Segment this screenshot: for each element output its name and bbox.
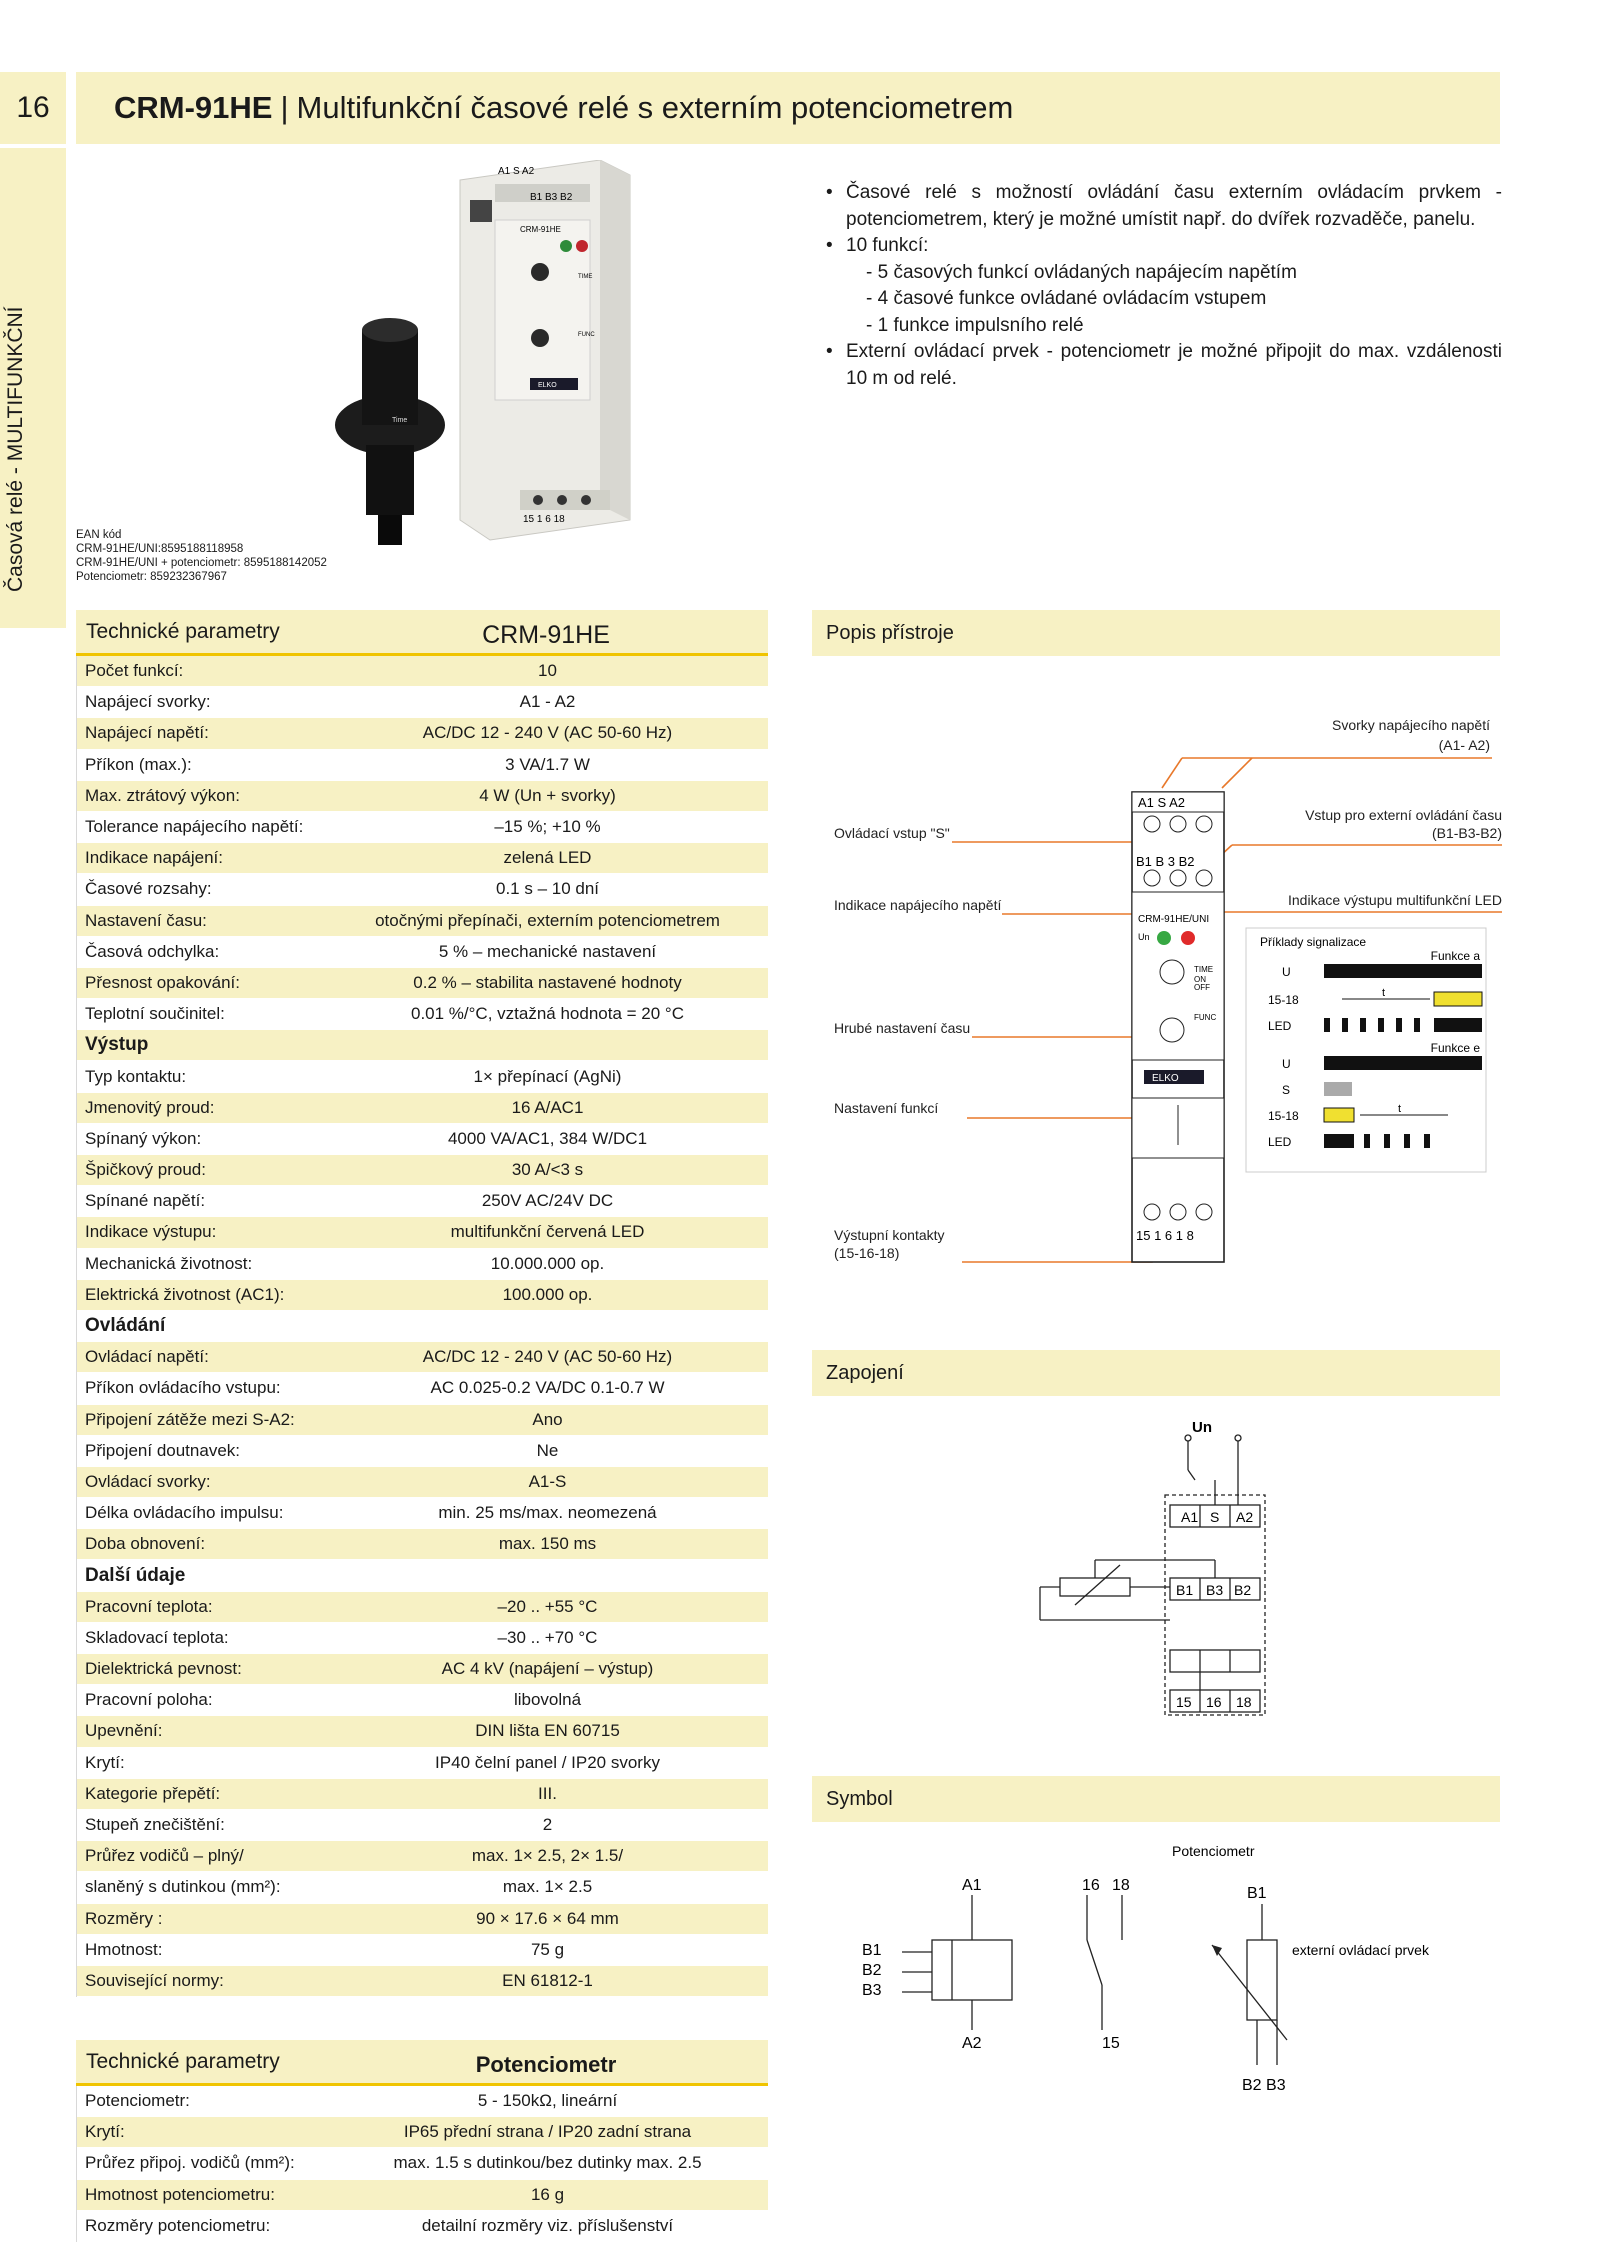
table-row [77, 1623, 768, 1654]
row-value: 250V AC/24V DC [481, 1191, 614, 1211]
row-value: max. 150 ms [498, 1534, 597, 1554]
ean-line: CRM-91HE/UNI:8595188118958 [76, 543, 244, 555]
row-value: zelená LED [503, 848, 592, 868]
row-label: Rozměry : [85, 1908, 163, 1928]
signal-s-label: S [1282, 1083, 1291, 1097]
row-label: Ovládání [85, 1315, 166, 1337]
row-label: Krytí: [85, 1752, 125, 1772]
row-label: Hmotnost: [85, 1939, 163, 1959]
wiring-terminal-b1: B1 [1176, 1582, 1194, 1598]
row-value: 75 g [530, 1939, 565, 1959]
pot-table-body [76, 2086, 768, 2242]
symbol-16: 16 [1082, 1877, 1100, 1894]
row-value: 16 A/AC1 [511, 1097, 584, 1117]
row-value: AC 4 kV (napájení – výstup) [441, 1659, 654, 1679]
row-value: multifunkční červená LED [450, 1222, 645, 1242]
table-row [77, 1155, 768, 1186]
signal-u-label: U [1282, 965, 1291, 979]
side-category-label: Časová relé - MULTIFUNKČNÍ [4, 306, 27, 592]
table-row [77, 656, 768, 687]
row-label: Časové rozsahy: [85, 879, 212, 899]
product-brand: ELKO [538, 382, 557, 389]
wiring-terminal-b3: B3 [1206, 1582, 1224, 1598]
table-row [77, 999, 768, 1030]
table-section-heading [77, 1560, 768, 1591]
wiring-terminal-15: 15 [1176, 1694, 1192, 1710]
signal-1518-label-2: 15-18 [1268, 1109, 1299, 1123]
row-value: –30 .. +70 °C [497, 1627, 598, 1647]
row-label: Ovládací napětí: [85, 1347, 209, 1367]
tech-table-body [76, 656, 768, 1997]
ean-line: CRM-91HE/UNI + potenciometr: 8595188142052 [76, 557, 327, 569]
device-time-label: TIME [1194, 965, 1214, 974]
row-label: Průřez připoj. vodičů (mm²): [85, 2153, 295, 2173]
table-row [77, 1935, 768, 1966]
row-label: slaněný s dutinkou (mm²): [85, 1877, 281, 1897]
row-value: –15 %; +10 % [494, 817, 601, 837]
signal-u-label-2: U [1282, 1057, 1291, 1071]
row-value: EN 61812-1 [502, 1970, 593, 1990]
product-terminals-bottom: 15 1 6 18 [523, 514, 565, 525]
table-row [77, 1342, 768, 1373]
signal-led-label: LED [1268, 1019, 1292, 1033]
row-label: Max. ztrátový výkon: [85, 785, 240, 805]
title-separator: | [280, 90, 289, 125]
table-row [77, 1685, 768, 1716]
wiring-terminal-a1: A1 [1181, 1509, 1199, 1525]
device-on-label: ON [1194, 975, 1206, 984]
symbol-ext-label: externí ovládací prvek [1292, 1942, 1429, 1958]
table-row [77, 1592, 768, 1623]
symbol-15: 15 [1102, 2035, 1120, 2052]
row-value: –20 .. +55 °C [497, 1596, 598, 1616]
row-value: 90 × 17.6 × 64 mm [476, 1908, 619, 1928]
row-label: Příkon (max.): [85, 754, 192, 774]
annotation-power-indication: Indikace napájecího napětí [834, 897, 1002, 913]
device-terminals-output: 15 1 6 1 8 [1136, 1228, 1194, 1243]
row-value: AC/DC 12 - 240 V (AC 50-60 Hz) [422, 1347, 673, 1367]
table-section-heading [77, 1311, 768, 1342]
tech-table-header [76, 610, 768, 656]
knob-label: Time [392, 417, 408, 424]
table-row [77, 687, 768, 718]
row-value: 4 W (Un + svorky) [479, 785, 616, 805]
page-title [76, 72, 1500, 144]
table-row [77, 1436, 768, 1467]
table-row [77, 1280, 768, 1311]
row-label: Pracovní teplota: [85, 1596, 213, 1616]
row-value: 0.1 s – 10 dní [495, 879, 600, 899]
row-value: 5 % – mechanické nastavení [438, 941, 657, 961]
row-value: DIN lišta EN 60715 [475, 1721, 620, 1741]
row-label: Ovládací svorky: [85, 1471, 211, 1491]
symbol-b1: B1 [862, 1942, 882, 1959]
feature-bullet: • 10 funkcí: [824, 233, 1502, 260]
row-label: Připojení doutnavek: [85, 1440, 240, 1460]
table-row [77, 1467, 768, 1498]
product-terminals-top2: B1 B3 B2 [530, 192, 573, 203]
row-value: A1 - A2 [519, 692, 576, 712]
wiring-diagram [1020, 1410, 1280, 1760]
table-row [77, 874, 768, 905]
signal-time-label-2: t [1398, 1103, 1402, 1115]
row-value: 10.000.000 op. [490, 1253, 605, 1273]
row-label: Délka ovládacího impulsu: [85, 1503, 284, 1523]
pot-table-title: Technické parametry [86, 2050, 280, 2073]
row-label: Špičkový proud: [85, 1160, 206, 1180]
function-a-label: Funkce a [1430, 949, 1480, 963]
wiring-un-label: Un [1192, 1419, 1212, 1436]
table-row [77, 781, 768, 812]
row-value: otočnými přepínači, externím potenciometrem [375, 910, 720, 930]
table-row [77, 2211, 768, 2242]
tech-params-table [76, 610, 768, 1997]
row-value: max. 1× 2.5, 2× 1.5/ [471, 1846, 624, 1866]
tech-table-title: Technické parametry [86, 620, 280, 643]
potentiometer-illustration [335, 318, 445, 545]
symbol-b2: B2 [862, 1962, 882, 1979]
symbol-a2: A2 [962, 2035, 982, 2052]
table-row [77, 1810, 768, 1841]
annotation-function-setting: Nastavení funkcí [834, 1100, 939, 1116]
row-label: Příkon ovládacího vstupu: [85, 1378, 281, 1398]
row-value: max. 1× 2.5 [502, 1877, 593, 1897]
table-row [77, 2180, 768, 2211]
table-row [77, 1904, 768, 1935]
pot-table-model: Potenciometr [475, 2052, 617, 2077]
row-value: III. [538, 1783, 557, 1803]
title-text: Multifunkční časové relé s externím potenciometrem [296, 90, 1014, 125]
row-label: Nastavení času: [85, 910, 207, 930]
table-row [77, 1373, 768, 1404]
row-value: Ne [536, 1440, 559, 1460]
annotation-output-contacts: Výstupní kontakty [834, 1227, 945, 1243]
row-value: 0.2 % – stabilita nastavené hodnoty [413, 972, 682, 992]
row-value: 5 - 150kΩ, lineární [477, 2091, 618, 2111]
feature-sub-item: - 4 časové funkce ovládané ovládacím vstupem [866, 288, 1267, 309]
pot-table-header [76, 2040, 768, 2086]
signal-1518-label: 15-18 [1268, 993, 1299, 1007]
page-number: 16 [0, 72, 66, 144]
device-model-label: CRM-91HE/UNI [1138, 914, 1210, 925]
row-label: Přesnost opakování: [85, 972, 240, 992]
table-row [77, 718, 768, 749]
row-value: libovolná [513, 1690, 582, 1710]
row-label: Stupeň znečištění: [85, 1815, 225, 1835]
potentiometer-params-table [76, 2040, 768, 2242]
model-name: CRM-91HE [114, 90, 273, 125]
table-row [77, 1779, 768, 1810]
table-row [77, 1249, 768, 1280]
annotation-control-input: Ovládací vstup "S" [834, 825, 950, 841]
table-row [77, 1217, 768, 1248]
row-label: Časová odchylka: [85, 941, 220, 961]
product-model-label: CRM-91HE [520, 225, 561, 234]
device-terminals-top: A1 S A2 [1138, 795, 1185, 810]
row-value: detailní rozměry viz. příslušenství [421, 2215, 674, 2235]
row-label: Související normy: [85, 1970, 224, 1990]
row-value: 100.000 op. [502, 1284, 593, 1304]
function-e-label: Funkce e [1430, 1041, 1480, 1055]
row-value: 16 g [530, 2184, 565, 2204]
row-value: IP65 přední strana / IP20 zadní strana [403, 2122, 692, 2142]
signalization-title: Příklady signalizace [1260, 935, 1367, 949]
wiring-header: Zapojení [812, 1350, 1500, 1396]
table-row [77, 2117, 768, 2148]
row-value: A1-S [528, 1471, 567, 1491]
annotation-supply-terminals: (A1- A2) [1438, 737, 1490, 753]
device-brand: ELKO [1152, 1073, 1179, 1084]
symbol-pot-b1: B1 [1247, 1885, 1267, 1902]
row-label: Kategorie přepětí: [85, 1783, 221, 1803]
feature-bullet: • Externí ovládací prvek - potenciometr je možné připojit do max. vzdálenosti 10 m od relé. [824, 339, 1502, 392]
row-label: Počet funkcí: [85, 661, 184, 681]
tech-table-model: CRM-91HE [482, 621, 610, 649]
row-value: Ano [532, 1409, 563, 1429]
table-row [77, 1186, 768, 1217]
row-label: Tolerance napájecího napětí: [85, 817, 304, 837]
row-label: Další údaje [85, 1564, 186, 1586]
table-row [77, 1841, 768, 1872]
row-label: Pracovní poloha: [85, 1690, 213, 1710]
row-value: 10 [538, 661, 557, 681]
signalization-examples [1246, 928, 1486, 1172]
symbol-diagram [812, 1840, 1512, 2120]
table-row [77, 2086, 768, 2117]
feature-list [824, 180, 1502, 392]
row-value: 1× přepínací (AgNi) [473, 1066, 622, 1086]
row-label: Skladovací teplota: [85, 1627, 229, 1647]
row-label: Napájecí napětí: [85, 723, 209, 743]
row-label: Teplotní součinitel: [85, 1004, 225, 1024]
table-row [77, 968, 768, 999]
row-value: 3 VA/1.7 W [505, 754, 590, 774]
product-image [330, 160, 660, 560]
row-value: max. 1.5 s dutinkou/bez dutinky max. 2.5 [393, 2153, 702, 2173]
device-description-diagram [812, 700, 1512, 1290]
table-row [77, 1405, 768, 1436]
product-func-label: FUNC [578, 332, 595, 338]
table-row [77, 843, 768, 874]
table-row [77, 1498, 768, 1529]
row-value: 30 A/<3 s [511, 1160, 584, 1180]
wiring-terminal-s: S [1210, 1509, 1220, 1525]
feature-bullet: • Časové relé s možností ovládání času externím ovládacím prvkem -potenciometrem, který je možné umístit např. do dvířek rozvaděče, panelu. [824, 180, 1502, 233]
row-value: 0.01 %/°C, vztažná hodnota = 20 °C [410, 1004, 684, 1024]
annotation-external-terminals: (B1-B3-B2) [1431, 825, 1502, 841]
annotation-output-led: Indikace výstupu multifunkční LED [1288, 892, 1502, 908]
table-row [77, 1061, 768, 1092]
row-label: Spínaný výkon: [85, 1128, 202, 1148]
row-value: 4000 VA/AC1, 384 W/DC1 [447, 1128, 648, 1148]
row-label: Typ kontaktu: [85, 1066, 187, 1086]
wiring-terminal-16: 16 [1206, 1694, 1222, 1710]
table-row [77, 937, 768, 968]
annotation-contacts-terminals: (15-16-18) [834, 1245, 900, 1261]
row-label: Indikace výstupu: [85, 1222, 217, 1242]
row-label: Jmenovitý proud: [85, 1097, 215, 1117]
row-label: Dielektrická pevnost: [85, 1659, 242, 1679]
row-label: Upevnění: [85, 1721, 163, 1741]
wiring-terminal-18: 18 [1236, 1694, 1252, 1710]
table-row [77, 750, 768, 781]
device-off-label: OFF [1194, 983, 1210, 992]
row-label: Doba obnovení: [85, 1534, 206, 1554]
row-label: Připojení zátěže mezi S-A2: [85, 1409, 295, 1429]
table-row [77, 906, 768, 937]
table-row [77, 1872, 768, 1903]
table-row [77, 1748, 768, 1779]
symbol-a1: A1 [962, 1877, 982, 1894]
signal-led-label-2: LED [1268, 1135, 1292, 1149]
symbol-18: 18 [1112, 1877, 1130, 1894]
row-label: Spínané napětí: [85, 1191, 206, 1211]
ean-title: EAN kód [76, 529, 122, 541]
row-label: Krytí: [85, 2122, 125, 2142]
product-terminals-top: A1 S A2 [498, 166, 535, 177]
row-label: Indikace napájení: [85, 848, 223, 868]
table-section-heading [77, 1030, 768, 1061]
device-front-drawing [1132, 792, 1224, 1262]
row-value: AC/DC 12 - 240 V (AC 50-60 Hz) [422, 723, 673, 743]
row-label: Elektrická životnost (AC1): [85, 1284, 285, 1304]
table-row [77, 812, 768, 843]
ean-line: Potenciometr: 859232367967 [76, 571, 227, 583]
row-value: AC 0.025-0.2 VA/DC 0.1-0.7 W [430, 1378, 665, 1398]
table-row [77, 2148, 768, 2179]
annotation-supply: Svorky napájecího napětí [1332, 717, 1490, 733]
symbol-pot-b2b3: B2 B3 [1242, 2077, 1286, 2094]
row-value: 2 [542, 1815, 553, 1835]
signal-time-label: t [1382, 987, 1386, 999]
symbol-b3: B3 [862, 1982, 882, 1999]
row-label: Mechanická životnost: [85, 1253, 253, 1273]
device-func-label: FUNC [1194, 1013, 1217, 1022]
row-label: Průřez vodičů – plný/ [85, 1846, 244, 1866]
symbol-pot-label: Potenciometr [1172, 1843, 1255, 1859]
feature-sub-item: - 1 funkce impulsního relé [866, 314, 1084, 336]
ean-codes [76, 528, 327, 584]
row-label: Potenciometr: [85, 2091, 190, 2111]
device-un-label: Un [1138, 932, 1150, 942]
table-row [77, 1654, 768, 1685]
feature-sub-item: - 5 časových funkcí ovládaných napájecím napětím [866, 261, 1297, 283]
row-label: Hmotnost potenciometru: [85, 2184, 275, 2204]
symbol-header: Symbol [812, 1776, 1500, 1822]
row-label: Výstup [85, 1034, 149, 1056]
row-value: IP40 čelní panel / IP20 svorky [435, 1752, 660, 1772]
row-label: Rozměry potenciometru: [85, 2215, 271, 2235]
annotation-external-input: Vstup pro externí ovládání času [1305, 807, 1502, 823]
table-row [77, 1124, 768, 1155]
table-row [77, 1093, 768, 1124]
annotation-coarse-time: Hrubé nastavení času [834, 1020, 971, 1036]
product-time-label: TIME [578, 274, 593, 280]
table-row [77, 1716, 768, 1747]
table-row [77, 1966, 768, 1997]
relay-illustration [460, 160, 630, 540]
device-terminals-ext: B1 B 3 B2 [1136, 854, 1195, 869]
wiring-terminal-a2: A2 [1236, 1509, 1254, 1525]
device-description-header: Popis přístroje [812, 610, 1500, 656]
row-label: Napájecí svorky: [85, 692, 211, 712]
wiring-terminal-b2: B2 [1234, 1582, 1252, 1598]
table-row [77, 1529, 768, 1560]
row-value: min. 25 ms/max. neomezená [438, 1503, 657, 1523]
